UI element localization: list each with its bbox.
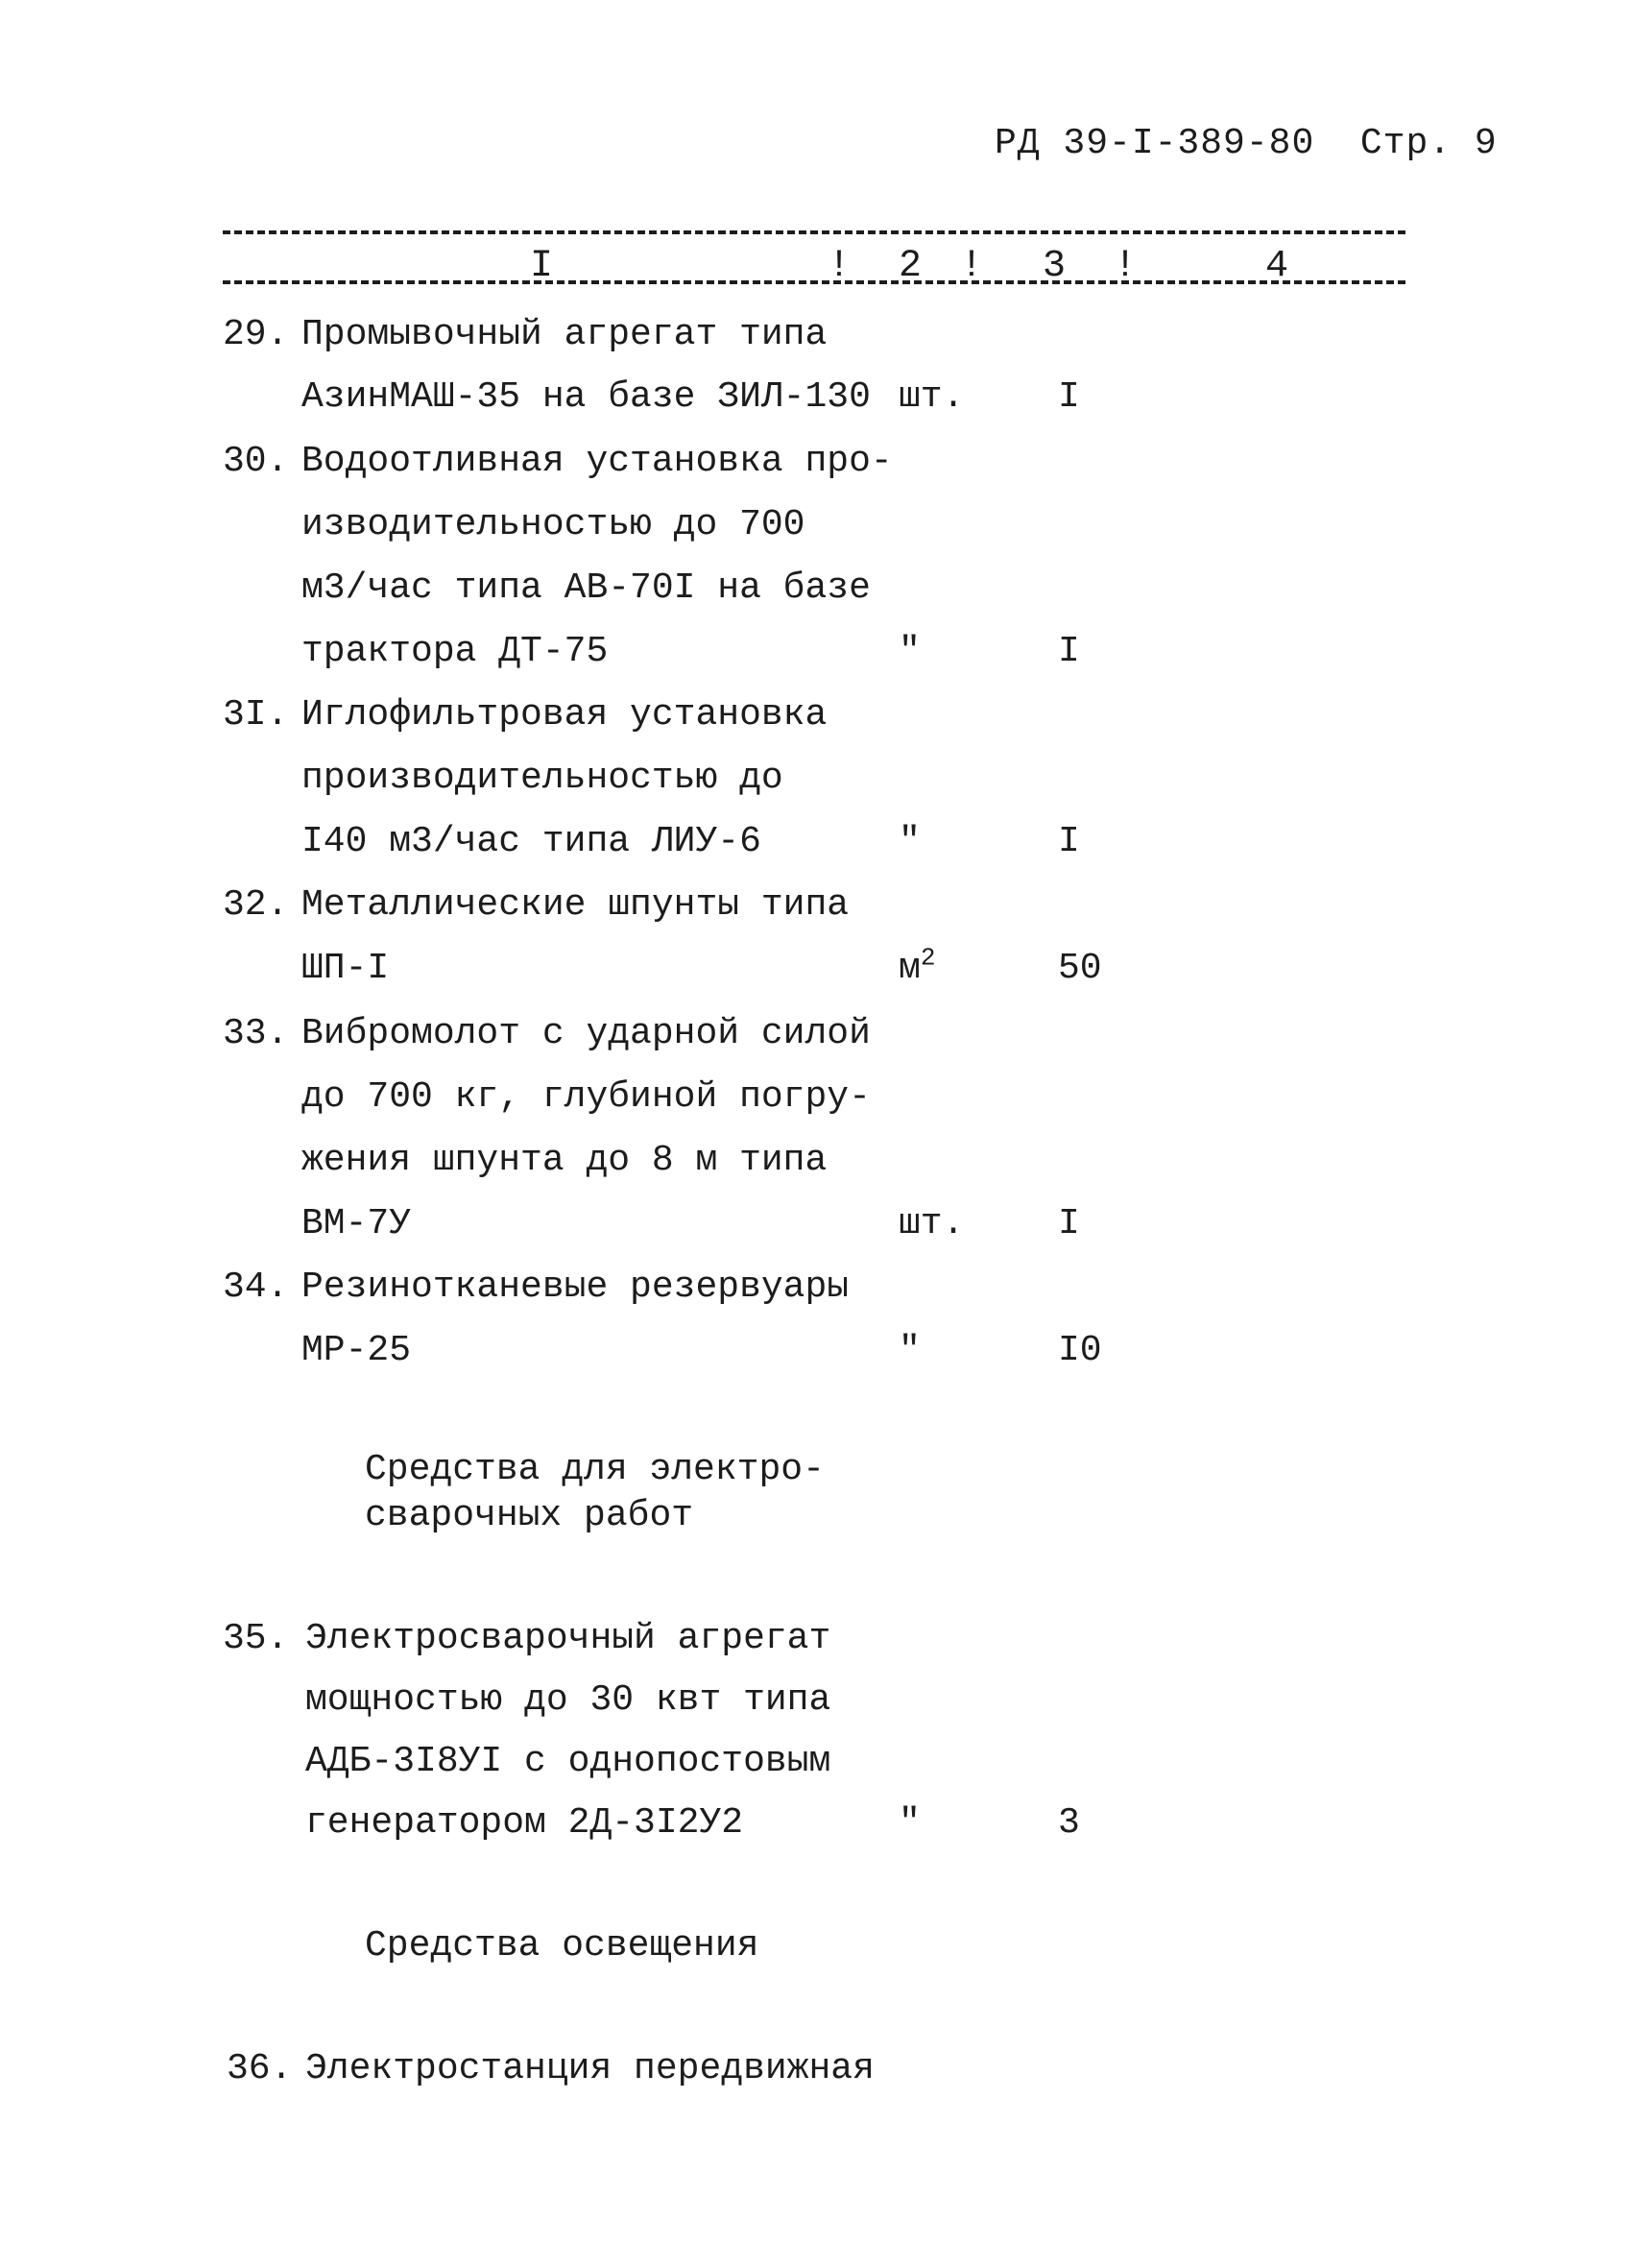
- item-35-number: 35.: [223, 1618, 289, 1659]
- item-31-qty: I: [1058, 821, 1080, 862]
- item-32-unit-base: м: [899, 948, 921, 989]
- column-separator-3: !: [1114, 245, 1138, 288]
- column-3-label: 3: [1043, 245, 1067, 288]
- item-29-number: 29.: [223, 314, 289, 355]
- item-30-qty: I: [1058, 631, 1080, 672]
- item-31-line-2: производительностью до: [301, 758, 783, 799]
- item-30-number: 30.: [223, 441, 289, 482]
- item-34-line-2: МР-25: [301, 1330, 412, 1371]
- item-30-line-3: м3/час типа АВ-70I на базе: [301, 567, 871, 609]
- item-33-line-3: жения шпунта до 8 м типа: [301, 1140, 828, 1181]
- table-header-bottom-rule: [223, 280, 1405, 284]
- item-32-unit-exponent: 2: [920, 943, 936, 973]
- item-34-number: 34.: [223, 1267, 289, 1308]
- section-lighting-title: Средства освещения: [365, 1925, 759, 1966]
- item-33-line-4: ВМ-7У: [301, 1203, 412, 1244]
- column-separator-2: !: [960, 245, 984, 288]
- item-29-unit: шт.: [899, 376, 965, 418]
- item-33-line-2: до 700 кг, глубиной погру-: [301, 1076, 871, 1118]
- item-29-qty: I: [1058, 376, 1080, 418]
- item-31-line-1: Иглофильтровая установка: [301, 694, 828, 736]
- item-30-unit: ": [899, 631, 921, 672]
- item-32-line-1: Металлические шпунты типа: [301, 884, 850, 926]
- item-29-line-2: АзинМАШ-35 на базе ЗИЛ-130: [301, 376, 871, 418]
- column-1-label: I: [530, 245, 554, 288]
- item-35-line-4: генератором 2Д-3I2У2: [305, 1802, 744, 1844]
- page-number: Стр. 9: [1359, 123, 1498, 164]
- table-header-top-rule: [223, 230, 1405, 234]
- item-33-line-1: Вибромолот с ударной силой: [301, 1013, 871, 1054]
- item-30-line-2: изводительностью до 700: [301, 504, 805, 545]
- item-32-qty: 50: [1058, 948, 1102, 989]
- item-35-line-2: мощностью до 30 квт типа: [305, 1679, 831, 1721]
- item-35-unit: ": [899, 1802, 921, 1844]
- item-36-line-1: Электростанция передвижная: [305, 2048, 875, 2089]
- item-32-number: 32.: [223, 884, 289, 926]
- item-34-qty: I0: [1058, 1330, 1102, 1371]
- item-29-line-1: Промывочный агрегат типа: [301, 314, 828, 355]
- section-welding-line-2: сварочных работ: [365, 1495, 694, 1536]
- item-30-line-1: Водоотливная установка про-: [301, 441, 893, 482]
- section-welding-line-1: Средства для электро-: [365, 1449, 825, 1490]
- item-33-unit: шт.: [899, 1203, 965, 1244]
- item-33-number: 33.: [223, 1013, 289, 1054]
- item-32-line-2: ШП-I: [301, 948, 390, 989]
- item-31-unit: ": [899, 821, 921, 862]
- item-34-unit: ": [899, 1330, 921, 1371]
- column-separator-1: !: [828, 245, 852, 288]
- item-32-unit: [899, 943, 936, 989]
- item-35-line-1: Электросварочный агрегат: [305, 1618, 831, 1659]
- item-33-qty: I: [1058, 1203, 1080, 1244]
- item-35-qty: 3: [1058, 1802, 1080, 1844]
- item-31-number: 3I.: [223, 694, 289, 736]
- doc-reference: РД 39-I-389-80: [995, 123, 1315, 164]
- column-2-label: 2: [899, 245, 923, 288]
- item-34-line-1: Резинотканевые резервуары: [301, 1267, 850, 1308]
- document-header: [995, 123, 1498, 164]
- item-36-number: 36.: [227, 2048, 293, 2089]
- item-30-line-4: трактора ДТ-75: [301, 631, 609, 672]
- column-4-label: 4: [1265, 245, 1289, 288]
- item-35-line-3: АДБ-3I8УI с однопостовым: [305, 1741, 831, 1782]
- item-31-line-3: I40 м3/час типа ЛИУ-6: [301, 821, 761, 862]
